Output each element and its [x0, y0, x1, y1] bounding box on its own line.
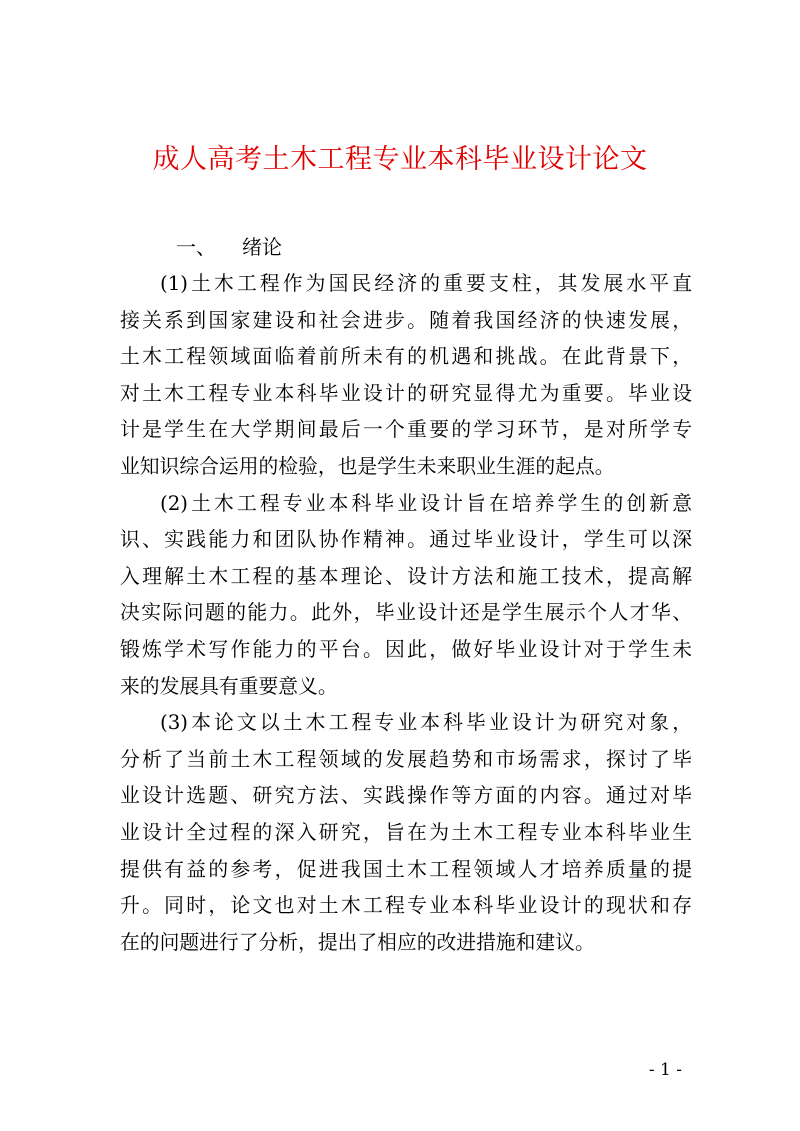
text-line: 识、实践能力和团队协作精神。通过毕业设计，学生可以深: [120, 528, 692, 552]
text-line: 分析了当前土木工程领域的发展趋势和市场需求，探讨了毕: [120, 747, 692, 771]
paragraph-2: [120, 486, 692, 706]
text-line: 锻炼学术写作能力的平台。因此，做好毕业设计对于学生未: [120, 637, 692, 661]
text-line: (2)土木工程专业本科毕业设计旨在培养学生的创新意: [160, 491, 692, 515]
text-line: 对土木工程专业本科毕业设计的研究显得尤为重要。毕业设: [120, 381, 692, 405]
text-line: 入理解土木工程的基本理论、设计方法和施工技术，提高解: [120, 564, 692, 588]
paragraph-3: [120, 705, 692, 961]
paragraph-1: [120, 266, 692, 486]
body-text: [120, 266, 692, 961]
page-number: - 1 -: [648, 1060, 682, 1080]
text-line: 业设计选题、研究方法、实践操作等方面的内容。通过对毕: [120, 784, 692, 808]
text-line: (3)本论文以土木工程专业本科毕业设计为研究对象，: [160, 711, 692, 735]
section-heading: [176, 230, 282, 264]
section-title: 绪论: [242, 235, 282, 259]
text-line: 计是学生在大学期间最后一个重要的学习环节，是对所学专: [120, 418, 692, 442]
text-line: 决实际问题的能力。此外，毕业设计还是学生展示个人才华、: [120, 601, 692, 625]
text-line: 在的问题进行了分析，提出了相应的改进措施和建议。: [120, 930, 595, 954]
text-line: 升。同时，论文也对土木工程专业本科毕业设计的现状和存: [120, 894, 692, 918]
text-line: (1)土木工程作为国民经济的重要支柱，其发展水平直: [160, 272, 692, 295]
text-line: 业知识综合运用的检验，也是学生未来职业生涯的起点。: [120, 454, 615, 478]
text-line: 接关系到国家建设和社会进步。随着我国经济的快速发展，: [120, 308, 692, 332]
text-line: 提供有益的参考，促进我国土木工程领域人才培养质量的提: [120, 857, 692, 881]
text-line: 来的发展具有重要意义。: [120, 674, 338, 698]
page-title: 成人高考土木工程专业本科毕业设计论文: [152, 144, 648, 175]
text-line: 土木工程领域面临着前所未有的机遇和挑战。在此背景下，: [120, 345, 692, 369]
section-number: 一、: [176, 235, 216, 259]
text-line: 业设计全过程的深入研究，旨在为土木工程专业本科毕业生: [120, 820, 692, 844]
